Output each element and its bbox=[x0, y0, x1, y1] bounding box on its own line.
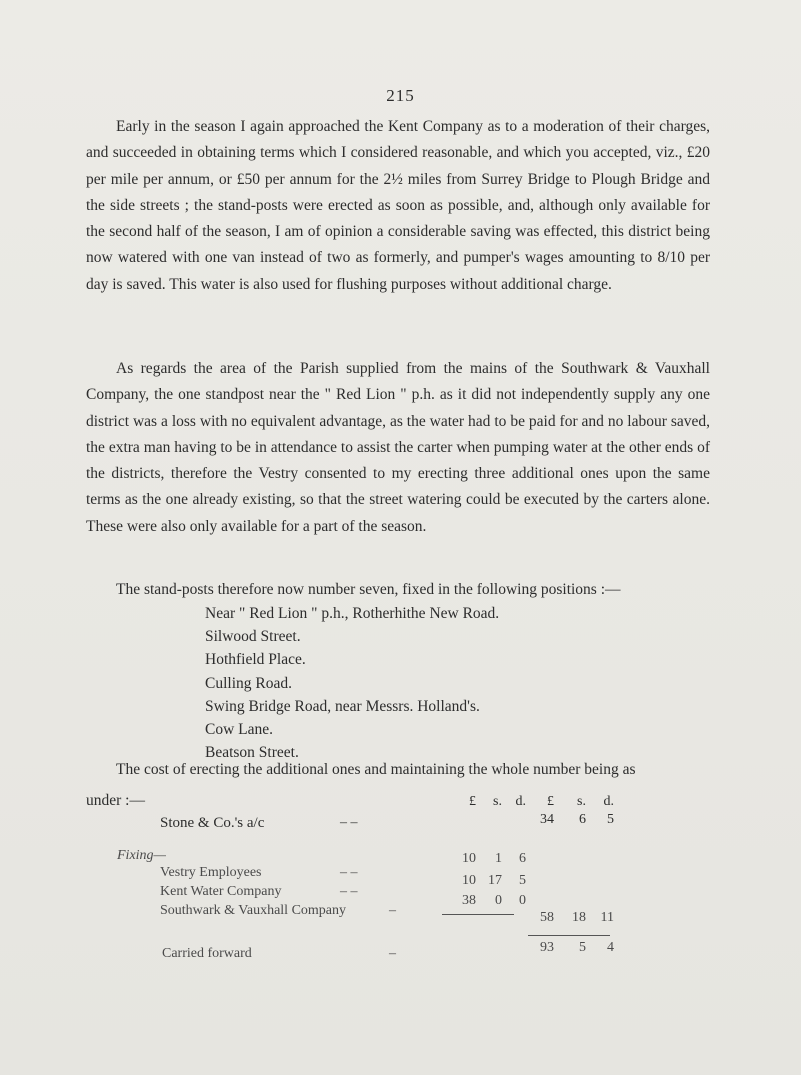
carried-total-pence: 4 bbox=[607, 940, 614, 955]
fixing-item-label: Kent Water Company bbox=[160, 884, 282, 899]
fixing-item-dash: – – bbox=[340, 884, 358, 899]
fixing-item-label: Southwark & Vauxhall Company bbox=[160, 903, 347, 918]
position-item: Hothfield Place. bbox=[205, 651, 306, 669]
fixing-item-label: Vestry Employees bbox=[160, 865, 262, 880]
position-item: Cow Lane. bbox=[205, 721, 274, 739]
grand-total-rule bbox=[528, 935, 610, 936]
stone-dash: – – bbox=[340, 815, 358, 830]
carried-total-shillings: 5 bbox=[579, 940, 586, 955]
carried-forward-label: Carried forward bbox=[162, 946, 252, 961]
header-pence-total: d. bbox=[603, 794, 614, 809]
paragraph-kent-company: Early in the season I again approached the Kent Company as to a moderation of their charges, and succeeded in obtaining terms which I considered reasonable, and which you accepted, viz., £20 per mile per annum, or £50 per annum for the 2½ miles from Surrey Bridge to Plough Bridge and the side streets ; the stand-posts were erected as soon as possible, and, although only available for the second half of the season, I am of opinion a considerable saving was effected, this district being now watered with one van instead of two as formerly, and pumper's wages amounting to 8/10 per day is saved. This water is also used for flushing purposes without additional charge. bbox=[86, 118, 710, 293]
carried-forward-dash: – bbox=[389, 946, 396, 961]
stone-total-pence: 5 bbox=[607, 812, 614, 827]
page-number: 215 bbox=[386, 86, 415, 105]
fixing-item-shillings: 0 bbox=[495, 893, 502, 908]
paragraph-southwark-vauxhall: As regards the area of the Parish supplied from the mains of the Southwark & Vauxhall Company, the one standpost near the " Red Lion " p.h. as it did not independently supply any one district was a loss with no equivalent advantage, as the water had to be paid for and no labour saved, the extra man having to be in attendance to assist the carter when pumping water at the other ends of the districts, therefore the Vestry consented to my erecting three additional ones upon the same terms as the one already existing, so that the street watering could be executed by the carters alone. These were also only available for a part of the season. bbox=[86, 360, 710, 535]
stone-total-shillings: 6 bbox=[579, 812, 586, 827]
fixing-item-pounds: 38 bbox=[462, 893, 476, 908]
fixing-item-pounds: 10 bbox=[462, 873, 476, 888]
fixing-subtotal-rule bbox=[442, 914, 514, 915]
stone-account-label: Stone & Co.'s a/c bbox=[160, 815, 265, 831]
fixing-total-pounds: 58 bbox=[540, 910, 554, 925]
fixing-item-pence: 6 bbox=[519, 851, 526, 866]
header-pence: d. bbox=[515, 794, 526, 809]
fixing-item-pence: 0 bbox=[519, 893, 526, 908]
position-item: Silwood Street. bbox=[205, 628, 301, 646]
fixing-item-pence: 5 bbox=[519, 873, 526, 888]
stand-post-positions-list bbox=[205, 602, 499, 764]
fixing-item-shillings: 17 bbox=[488, 873, 502, 888]
fixing-item-pounds: 10 bbox=[462, 851, 476, 866]
header-pounds-total: £ bbox=[547, 794, 554, 809]
paragraph-cost-intro: The cost of erecting the additional ones and maintaining the whole number being as bbox=[116, 761, 636, 778]
fixing-item-dash: – – bbox=[340, 865, 358, 880]
position-item: Swing Bridge Road, near Messrs. Holland's. bbox=[205, 697, 480, 715]
stone-total-pounds: 34 bbox=[540, 812, 554, 827]
position-item: Culling Road. bbox=[205, 674, 292, 692]
header-shillings-total: s. bbox=[577, 794, 586, 809]
fixing-item-shillings: 1 bbox=[495, 851, 502, 866]
carried-total-pounds: 93 bbox=[540, 940, 554, 955]
fixing-label: Fixing— bbox=[117, 848, 166, 863]
account-under-label: under :— bbox=[86, 792, 145, 809]
position-item: Beatson Street. bbox=[205, 744, 299, 762]
header-shillings: s. bbox=[493, 794, 502, 809]
header-pounds: £ bbox=[469, 794, 476, 809]
fixing-total-shillings: 18 bbox=[572, 910, 586, 925]
fixing-total-pence: 11 bbox=[600, 910, 614, 925]
position-item: Near " Red Lion " p.h., Rotherhithe New Road. bbox=[205, 605, 500, 622]
paragraph-stand-posts-intro: The stand-posts therefore now number seven, fixed in the following positions :— bbox=[116, 581, 621, 598]
fixing-item-dash: – bbox=[389, 903, 396, 918]
